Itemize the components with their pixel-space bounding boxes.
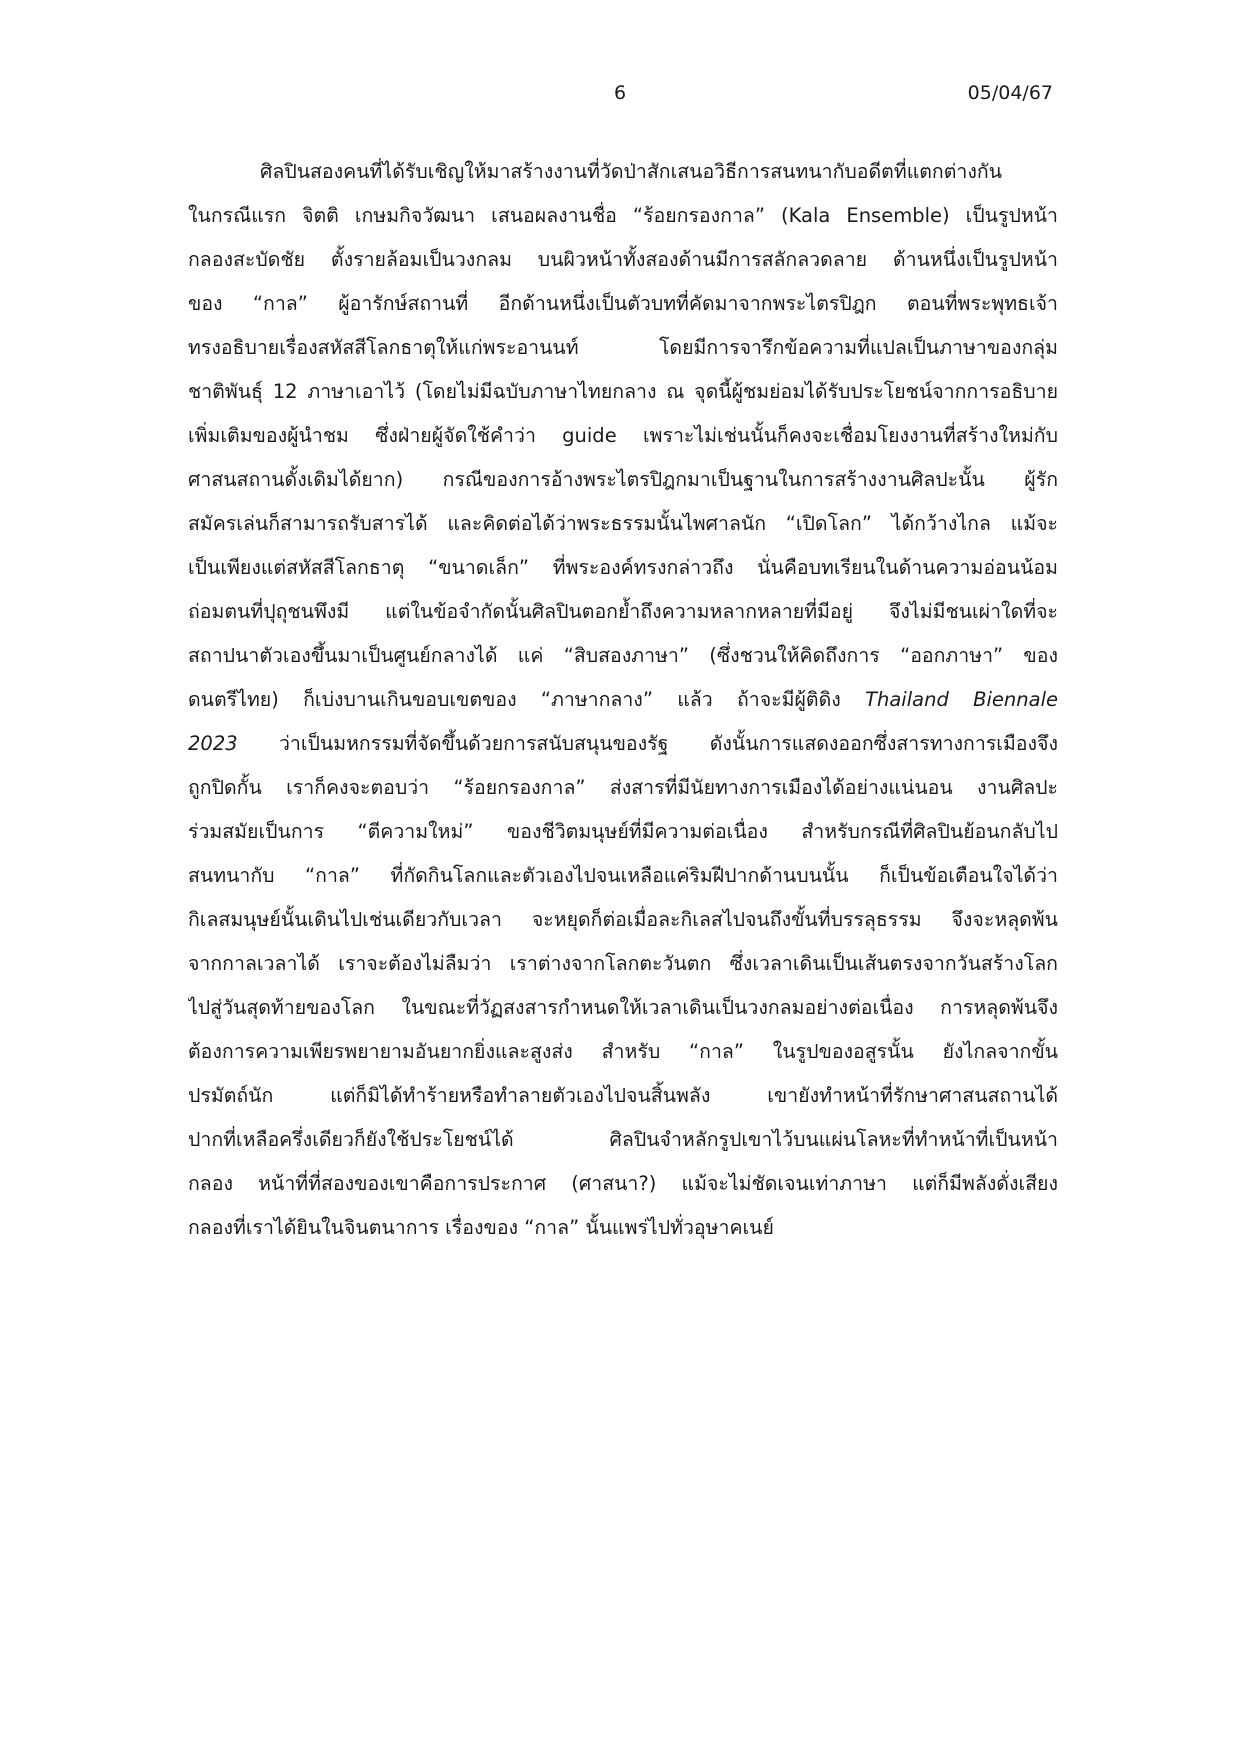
text-line: จากกาลเวลาได้ เราจะต้องไม่ลืมว่า เราต่างจากโลกตะวันตก ซึ่งเวลาเดินเป็นเส้นตรงจากวันสร้างโลก — [188, 952, 1058, 975]
header-date: 05/04/67 — [967, 82, 1053, 104]
text-line: กลอง หน้าที่ที่สองของเขาคือการประกาศ (ศาสนา?) แม้จะไม่ชัดเจนเท่าภาษา แต่ก็มีพลังดั่งเสียง — [188, 1172, 1058, 1195]
text-line: ศิลปินสองคนที่ได้รับเชิญให้มาสร้างงานที่วัดป่าสักเสนอวิธีการสนทนากับอดีตที่แตกต่างกัน — [260, 160, 1003, 183]
text-line: ศาสนสถานดั้งเดิมได้ยาก) กรณีของการอ้างพระไตรปิฎกมาเป็นฐานในการสร้างงานศิลปะนั้น ผู้รัก — [188, 468, 1058, 491]
text-line: สนทนากับ “กาล” ที่กัดกินโลกและตัวเองไปจนเหลือแค่ริมฝีปากด้านบนนั้น ก็เป็นข้อเตือนใจได้ว่า — [188, 864, 1058, 887]
text-line — [188, 722, 1058, 766]
text-line: กลองที่เราได้ยินในจินตนาการ เรื่องของ “กาล” นั้นแพร่ไปทั่วอุษาคเนย์ — [188, 1216, 774, 1239]
text-line: ร่วมสมัยเป็นการ “ตีความใหม่” ของชีวิตมนุษย์ที่มีความต่อเนื่อง สำหรับกรณีที่ศิลปินย้อนกลับไป — [188, 820, 1058, 843]
text-line: เป็นเพียงแต่สหัสสีโลกธาตุ “ขนาดเล็ก” ที่พระองค์ทรงกล่าวถึง นั่นคือบทเรียนในด้านความอ่อนน้อม — [188, 556, 1058, 579]
text-line: ปากที่เหลือครึ่งเดียวก็ยังใช้ประโยชน์ได้ ศิลปินจำหลักรูปเขาไว้บนแผ่นโลหะที่ทำหน้าที่เป็นหน้า — [188, 1128, 1058, 1151]
text-line: กลองสะบัดชัย ตั้งรายล้อมเป็นวงกลม บนผิวหน้าทั้งสองด้านมีการสลักลวดลาย ด้านหนึ่งเป็นรูปหน้า — [188, 248, 1058, 271]
page-number: 6 — [614, 82, 627, 104]
page-header — [0, 82, 1241, 112]
text-line: เพิ่มเติมของผู้นำชม ซึ่งฝ่ายผู้จัดใช้คำว่า guide เพราะไม่เช่นนั้นก็คงจะเชื่อมโยงงานที่สร้างใหม่กับ — [188, 424, 1058, 447]
text-line: สถาปนาตัวเองขึ้นมาเป็นศูนย์กลางได้ แค่ “สิบสองภาษา” (ซึ่งชวนให้คิดถึงการ “ออกภาษา” ของ — [188, 644, 1058, 667]
body-paragraph — [188, 150, 1058, 1250]
text-line: ชาติพันธุ์ 12 ภาษาเอาไว้ (โดยไม่มีฉบับภาษาไทยกลาง ณ จุดนี้ผู้ชมย่อมได้รับประโยชน์จากการอธิบาย — [188, 380, 1058, 403]
text-line — [188, 678, 1058, 722]
text-line: ถูกปิดกั้น เราก็คงจะตอบว่า “ร้อยกรองกาล” ส่งสารที่มีนัยทางการเมืองได้อย่างแน่นอน งานศิลปะ — [188, 776, 1058, 799]
text-line-start: ดนตรีไทย) ก็เบ่งบานเกินขอบเขตของ “ภาษากลาง” แล้ว ถ้าจะมีผู้ติดิง — [188, 688, 841, 711]
italic-biennale-title: Thailand Biennale — [865, 688, 1058, 711]
text-line: ต้องการความเพียรพยายามอันยากยิ่งและสูงส่ง สำหรับ “กาล” ในรูปของอสูรนั้น ยังไกลจากขั้น — [188, 1040, 1058, 1063]
text-line: ปรมัตถ์นัก แต่ก็มิได้ทำร้ายหรือทำลายตัวเองไปจนสิ้นพลัง เขายังทำหน้าที่รักษาศาสนสถานได้ — [188, 1084, 1058, 1107]
text-line: กิเลสมนุษย์นั้นเดินไปเช่นเดียวกับเวลา จะหยุดก็ต่อเมื่อละกิเลสไปจนถึงขั้นที่บรรลุธรรม จึงจะหลุดพ้น — [188, 908, 1058, 931]
text-line: ในกรณีแรก จิตติ เกษมกิจวัฒนา เสนอผลงานชื่อ “ร้อยกรองกาล” (Kala Ensemble) เป็นรูปหน้า — [188, 204, 1058, 227]
text-line-rest: ว่าเป็นมหกรรมที่จัดขึ้นด้วยการสนับสนุนของรัฐ ดังนั้นการแสดงออกซึ่งสารทางการเมืองจึง — [278, 732, 1058, 755]
text-line: ทรงอธิบายเรื่องสหัสสีโลกธาตุให้แก่พระอานนท์ โดยมีการจารึกข้อความที่แปลเป็นภาษาของกลุ่ม — [188, 336, 1058, 359]
text-line: สมัครเล่นก็สามารถรับสารได้ และคิดต่อได้ว่าพระธรรมนั้นไพศาลนัก “เปิดโลก” ได้กว้างไกล แม้จะ — [188, 512, 1058, 535]
text-line: ไปสู่วันสุดท้ายของโลก ในขณะที่วัฏสงสารกำหนดให้เวลาเดินเป็นวงกลมอย่างต่อเนื่อง การหลุดพ้นจึง — [188, 996, 1058, 1019]
italic-biennale-year: 2023 — [188, 732, 238, 755]
text-line: ถ่อมตนที่ปุถุชนพึงมี แต่ในข้อจำกัดนั้นศิลปินตอกย้ำถึงความหลากหลายที่มีอยู่ จึงไม่มีชนเผ่าใดที่จะ — [188, 600, 1058, 623]
text-line: ของ “กาล” ผู้อารักษ์สถานที่ อีกด้านหนึ่งเป็นตัวบทที่คัดมาจากพระไตรปิฎก ตอนที่พระพุทธเจ้า — [188, 292, 1058, 315]
